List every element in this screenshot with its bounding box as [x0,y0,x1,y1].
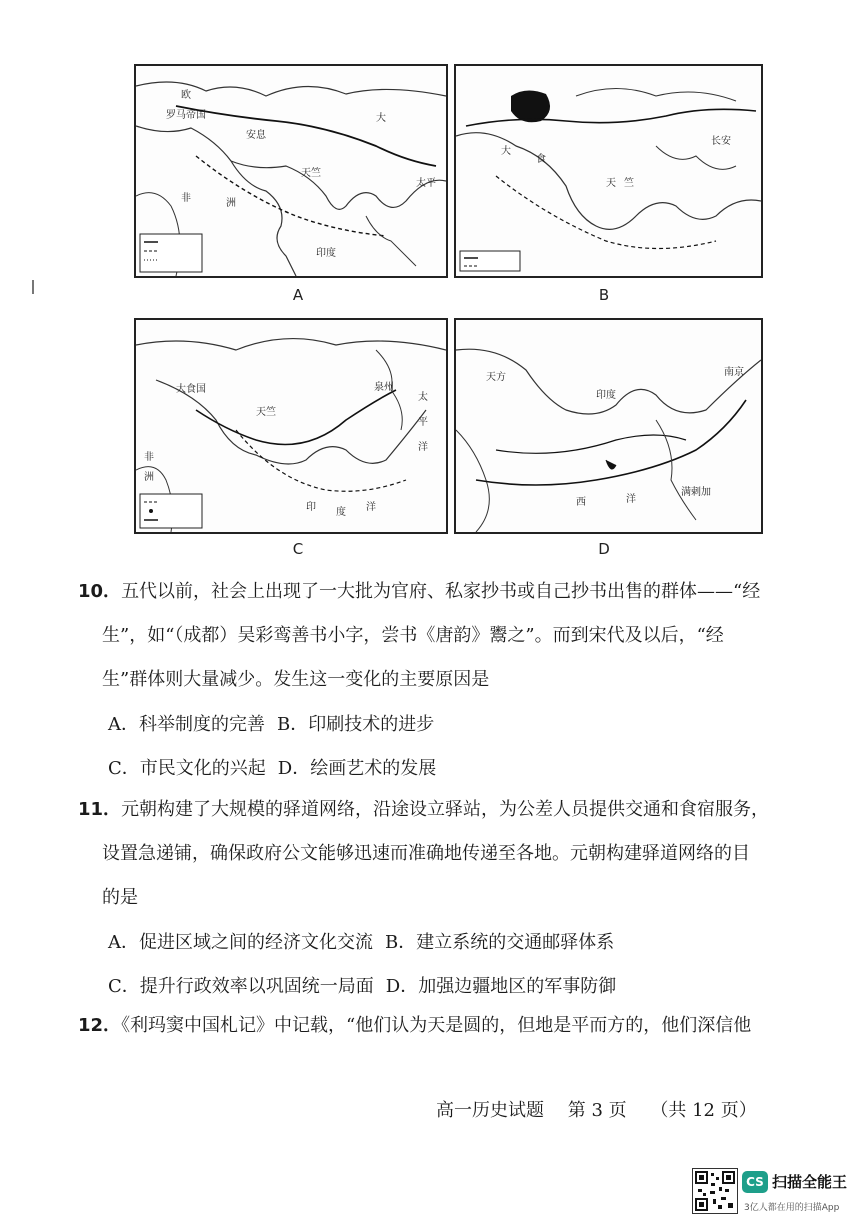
camscanner-app-name: 扫描全能王 [772,1173,848,1191]
qr-code-icon [692,1168,738,1214]
map-a-place: 印度 [316,248,336,259]
map-a-drawing [136,66,446,276]
map-b-place: 竺 [624,178,634,189]
map-c-place: 印 [306,502,316,513]
option-a[interactable]: A．科举制度的完善 [108,714,265,735]
map-c-place: 非 [144,452,154,463]
question-10-line-3: 生”群体则大量减少。发生这一变化的主要原因是 [102,669,490,690]
question-12 [78,1004,828,1048]
map-a-place: 罗马帝国 [166,110,206,121]
map-a-label: A [292,286,304,304]
question-10-options-row-2 [108,754,436,780]
page-footer [436,1096,775,1122]
option-a[interactable]: A．促进区域之间的经济文化交流 [108,932,373,953]
option-d[interactable]: D．加强边疆地区的军事防御 [385,976,617,997]
map-b-place: 大 [501,146,511,157]
question-11 [78,788,828,832]
map-c-place: 泉州 [374,382,394,393]
map-c-place: 天竺 [256,407,276,418]
question-11-options-row-2 [108,972,616,998]
option-b[interactable]: B．印刷技术的进步 [277,714,435,735]
map-b-drawing [456,66,761,276]
camscanner-logo: CS [742,1171,768,1193]
map-b-label: B [598,286,610,304]
map-d-place: 南京 [724,367,744,378]
map-c-place: 平 [418,417,428,428]
option-b[interactable]: B．建立系统的交通邮驿体系 [385,932,615,953]
question-stem: 《利玛窦中国札记》中记载，“他们认为天是圆的，但地是平而方的，他们深信他 [121,1015,752,1036]
map-c [134,318,448,534]
option-c[interactable]: C．市民文化的兴起 [108,758,266,779]
question-11-line-1 [78,788,828,832]
question-10-line-2: 生”，如“（成都）吴彩鸾善书小字，尝书《唐韵》鬻之”。而到宋代及以后，“经 [102,625,724,646]
footer-subject: 高一历史试题 [436,1100,544,1121]
map-d-drawing [456,320,761,532]
map-c-drawing [136,320,446,532]
map-d-place: 满剌加 [681,487,711,498]
question-number: 10． [78,581,122,602]
question-number: 12． [78,1015,122,1036]
map-c-place: 洋 [418,442,428,453]
question-number: 11． [78,799,122,820]
map-d-place: 洋 [626,494,636,505]
map-a-place: 安息 [246,130,266,141]
map-a-place: 洲 [226,198,236,209]
map-b [454,64,763,278]
question-11-continued [102,832,832,920]
map-b-place: 长安 [711,136,731,147]
question-stem: 五代以前，社会上出现了一大批为官府、私家抄书或自己抄书出售的群体——“经 [121,581,761,602]
map-d-label: D [598,540,610,558]
map-c-label: C [292,540,304,558]
map-d-place: 印度 [596,390,616,401]
map-d [454,318,763,534]
footer-total: （共 12 页） [650,1100,757,1121]
question-10 [78,570,828,614]
question-10-continued [102,614,832,702]
camscanner-tagline: 3亿人都在用的扫描App [744,1203,840,1213]
map-a-place: 欧 [181,90,191,101]
footer-page: 第 3 页 [567,1100,627,1121]
scan-edge-mark [32,280,34,294]
question-10-options-row-1 [108,710,434,736]
question-12-line-1 [78,1004,828,1048]
question-stem: 元朝构建了大规模的驿道网络，沿途设立驿站，为公差人员提供交通和食宿服务， [121,799,770,820]
option-c[interactable]: C．提升行政效率以巩固统一局面 [108,976,374,997]
map-a [134,64,448,278]
question-11-line-3: 的是 [102,887,138,908]
map-a-place: 大 [376,113,386,124]
question-10-line-1 [78,570,828,614]
map-b-place: 食 [536,154,546,165]
map-d-place: 天方 [486,372,506,383]
map-c-place: 太 [418,392,428,403]
map-a-place: 天竺 [301,168,321,179]
map-d-place: 西 [576,497,586,508]
map-a-place: 非 [181,193,191,204]
map-c-place: 洋 [366,502,376,513]
option-d[interactable]: D．绘画艺术的发展 [277,758,437,779]
map-c-place: 洲 [144,472,154,483]
question-11-options-row-1 [108,928,614,954]
map-c-place: 度 [336,507,346,518]
question-11-line-2: 设置急递铺，确保政府公文能够迅速而准确地传递至各地。元朝构建驿道网络的目 [102,843,750,864]
map-c-place: 大食国 [176,384,206,395]
map-b-place: 天 [606,178,616,189]
map-a-place: 太平 [416,178,436,189]
